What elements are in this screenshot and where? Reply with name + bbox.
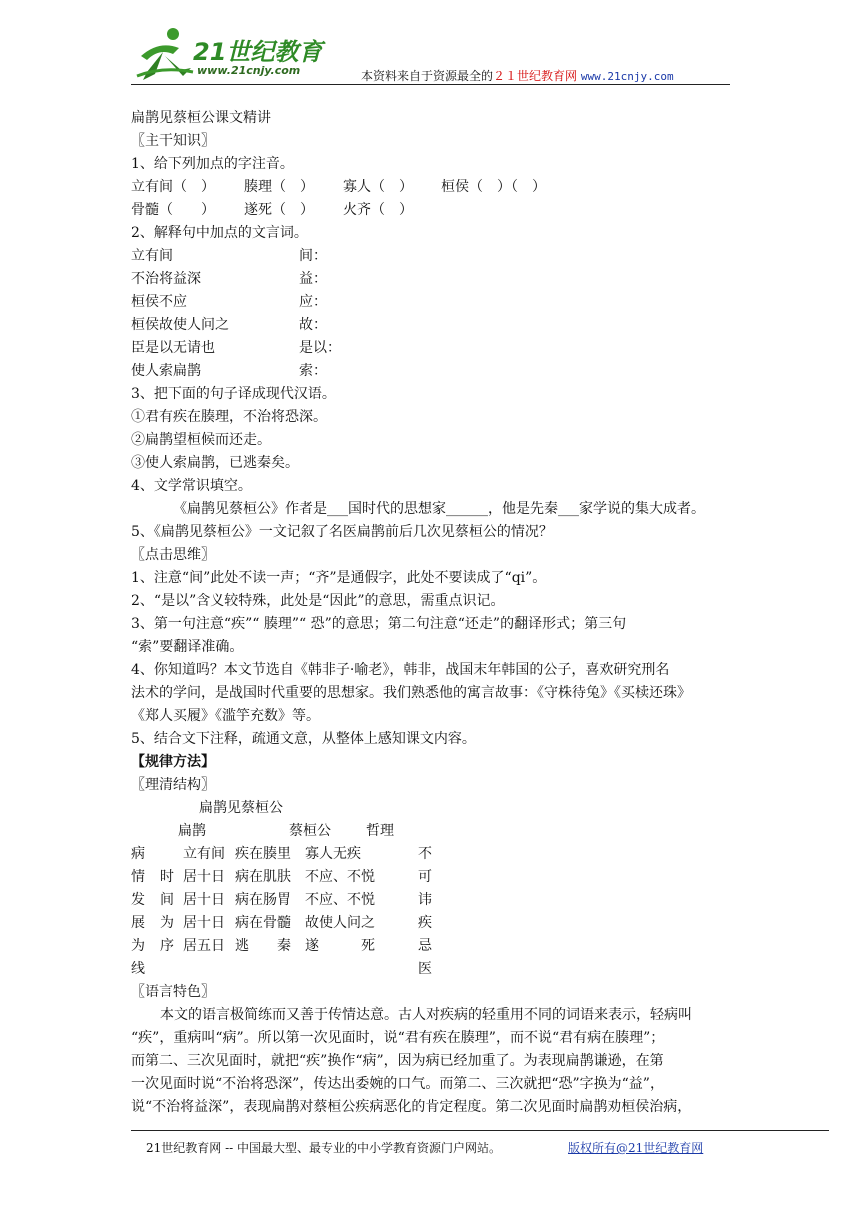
phonetic-item: 骨髓（ ） — [131, 202, 215, 218]
phonetic-item: 立有间（ ） — [131, 179, 215, 195]
logo-url: www.21cnjy.com — [197, 64, 301, 77]
phonetic-item: 寡人（ ） — [343, 179, 413, 195]
structure-moral: 可 — [418, 869, 432, 885]
structure-time: 为 — [160, 915, 174, 931]
tip-2: 2、“是以”含义较特殊，此处是“因此”的意思，需重点识记。 — [131, 593, 505, 609]
structure-time: 时 — [160, 869, 174, 885]
explain-phrase: 臣是以无请也 — [131, 340, 215, 356]
structure-time: 间 — [160, 892, 174, 908]
paragraph-line: 而第二、三次见面时，就把“疾”换作“病”，因为病已经加重了。为表现扁鹊谦逊，在第 — [131, 1053, 664, 1069]
section-heading: 【规律方法】 — [131, 754, 215, 770]
structure-moral: 不 — [418, 846, 432, 862]
phonetic-item: 桓侯（ ）（ ） — [441, 179, 546, 195]
copyright-link[interactable]: 版权所有@21世纪教育网 — [568, 1141, 704, 1155]
structure-illness: 病在骨髓 — [235, 915, 291, 931]
logo — [133, 26, 338, 84]
tagline-url[interactable]: www.21cnjy.com — [580, 70, 674, 83]
question-2: 2、解释句中加点的文言词。 — [131, 225, 308, 241]
explain-word: 故： — [299, 317, 327, 333]
fill-blank: 《扁鹊见蔡桓公》作者是___国时代的思想家______，他是先秦___家学说的集大成者。 — [173, 501, 705, 517]
structure-illness: 病在肌肤 — [235, 869, 291, 885]
tagline-brand: ２１世纪教育网 — [493, 69, 578, 83]
paragraph-line: 一次见面时说“不治将恐深”，传达出委婉的口气。而第二、三次就把“恐”字换为“益”， — [131, 1076, 664, 1092]
footer-rule — [131, 1130, 829, 1131]
question-3: 3、把下面的句子译成现代汉语。 — [131, 386, 336, 402]
footer-text: 21世纪教育网 -- 中国最大型、最专业的中小学教育资源门户网站。 — [146, 1141, 502, 1155]
structure-visit: 居五日 — [183, 938, 225, 954]
structure-time: 序 — [160, 938, 174, 954]
explain-word: 应： — [299, 294, 327, 310]
sentence-3: ③使人索扁鹊，已逃秦矣。 — [131, 455, 299, 471]
structure-visit: 居十日 — [183, 915, 225, 931]
structure-visit: 居十日 — [183, 892, 225, 908]
structure-visit: 居十日 — [183, 869, 225, 885]
structure-moral: 医 — [418, 961, 432, 977]
explain-word: 间： — [299, 248, 327, 264]
header-rule — [131, 84, 730, 85]
structure-illness: 逃 秦 — [235, 938, 291, 954]
structure-illness: 病在肠胃 — [235, 892, 291, 908]
section-heading: 〖主干知识〗 — [131, 133, 215, 149]
structure-moral: 疾 — [418, 915, 432, 931]
section-heading: 〖理清结构〗 — [131, 777, 215, 793]
sentence-1: ①君有疾在腠理，不治将恐深。 — [131, 409, 327, 425]
tip-3-cont: “索”要翻译准确。 — [131, 639, 244, 655]
explain-word: 是以： — [299, 340, 341, 356]
paragraph-line: 说“不治将益深”，表现扁鹊对蔡桓公疾病恶化的肯定程度。第二次见面时扁鹊劝桓侯治病， — [131, 1099, 692, 1115]
structure-reaction: 寡人无疾 — [305, 846, 361, 862]
structure-head: 蔡桓公 — [289, 823, 331, 839]
tip-4: 4、你知道吗？本文节选自《韩非子·喻老》，韩非，战国末年韩国的公子，喜欢研究刑名 — [131, 662, 670, 678]
phonetic-item: 火齐（ ） — [343, 202, 413, 218]
tip-1: 1、注意“间”此处不读一声；“齐”是通假字，此处不要读成了“qi”。 — [131, 570, 547, 586]
structure-head: 哲理 — [366, 823, 394, 839]
structure-left: 线 — [131, 961, 145, 977]
runner-logo-icon — [133, 26, 195, 84]
explain-word: 索： — [299, 363, 327, 379]
structure-left: 展 — [131, 915, 145, 931]
paragraph-line: 本文的语言极简练而又善于传情达意。古人对疾病的轻重用不同的词语来表示，轻病叫 — [160, 1007, 692, 1023]
phonetic-item: 遂死（ ） — [244, 202, 314, 218]
structure-title: 扁鹊见蔡桓公 — [199, 800, 283, 816]
structure-visit: 立有间 — [183, 846, 225, 862]
structure-left: 为 — [131, 938, 145, 954]
question-1: 1、给下列加点的字注音。 — [131, 156, 294, 172]
structure-left: 情 — [131, 869, 145, 885]
explain-word: 益： — [299, 271, 327, 287]
question-4: 4、文学常识填空。 — [131, 478, 252, 494]
structure-illness: 疾在腠里 — [235, 846, 291, 862]
logo-text: 21世纪教育 — [193, 38, 323, 66]
structure-reaction: 故使人问之 — [305, 915, 375, 931]
section-heading: 〖语言特色〗 — [131, 984, 215, 1000]
header-tagline: 本资料来自于资源最全的２１世纪教育网 www.21cnjy.com — [361, 69, 674, 83]
section-heading: 〖点击思维〗 — [131, 547, 215, 563]
structure-reaction: 遂 死 — [305, 938, 375, 954]
tip-5: 5、结合文下注释，疏通文意，从整体上感知课文内容。 — [131, 731, 476, 747]
structure-moral: 讳 — [418, 892, 432, 908]
explain-phrase: 桓侯故使人问之 — [131, 317, 229, 333]
explain-phrase: 立有间 — [131, 248, 173, 264]
question-5: 5、《扁鹊见蔡桓公》一文记叙了名医扁鹊前后几次见蔡桓公的情况？ — [131, 524, 553, 540]
tip-3: 3、第一句注意“疾”“ 腠理”“ 恐”的意思；第二句注意“还走”的翻译形式；第三句 — [131, 616, 627, 632]
paragraph-line: “疾”，重病叫“病”。所以第一次见面时，说“君有疾在腠理”，而不说“君有病在腠理”； — [131, 1030, 665, 1046]
explain-phrase: 桓侯不应 — [131, 294, 187, 310]
structure-reaction: 不应、不悦 — [305, 892, 375, 908]
structure-head: 扁鹊 — [178, 823, 206, 839]
tip-4-cont: 法术的学问，是战国时代重要的思想家。我们熟悉他的寓言故事：《守株待兔》《买椟还珠》 — [131, 685, 691, 701]
doc-title: 扁鹊见蔡桓公课文精讲 — [131, 110, 271, 126]
structure-left: 发 — [131, 892, 145, 908]
phonetic-item: 腠理（ ） — [244, 179, 314, 195]
sentence-2: ②扁鹊望桓候而还走。 — [131, 432, 271, 448]
structure-moral: 忌 — [418, 938, 432, 954]
structure-left: 病 — [131, 846, 145, 862]
explain-phrase: 使人索扁鹊 — [131, 363, 201, 379]
explain-phrase: 不治将益深 — [131, 271, 201, 287]
structure-reaction: 不应、不悦 — [305, 869, 375, 885]
tip-4-cont: 《郑人买履》《滥竽充数》等。 — [131, 708, 320, 724]
